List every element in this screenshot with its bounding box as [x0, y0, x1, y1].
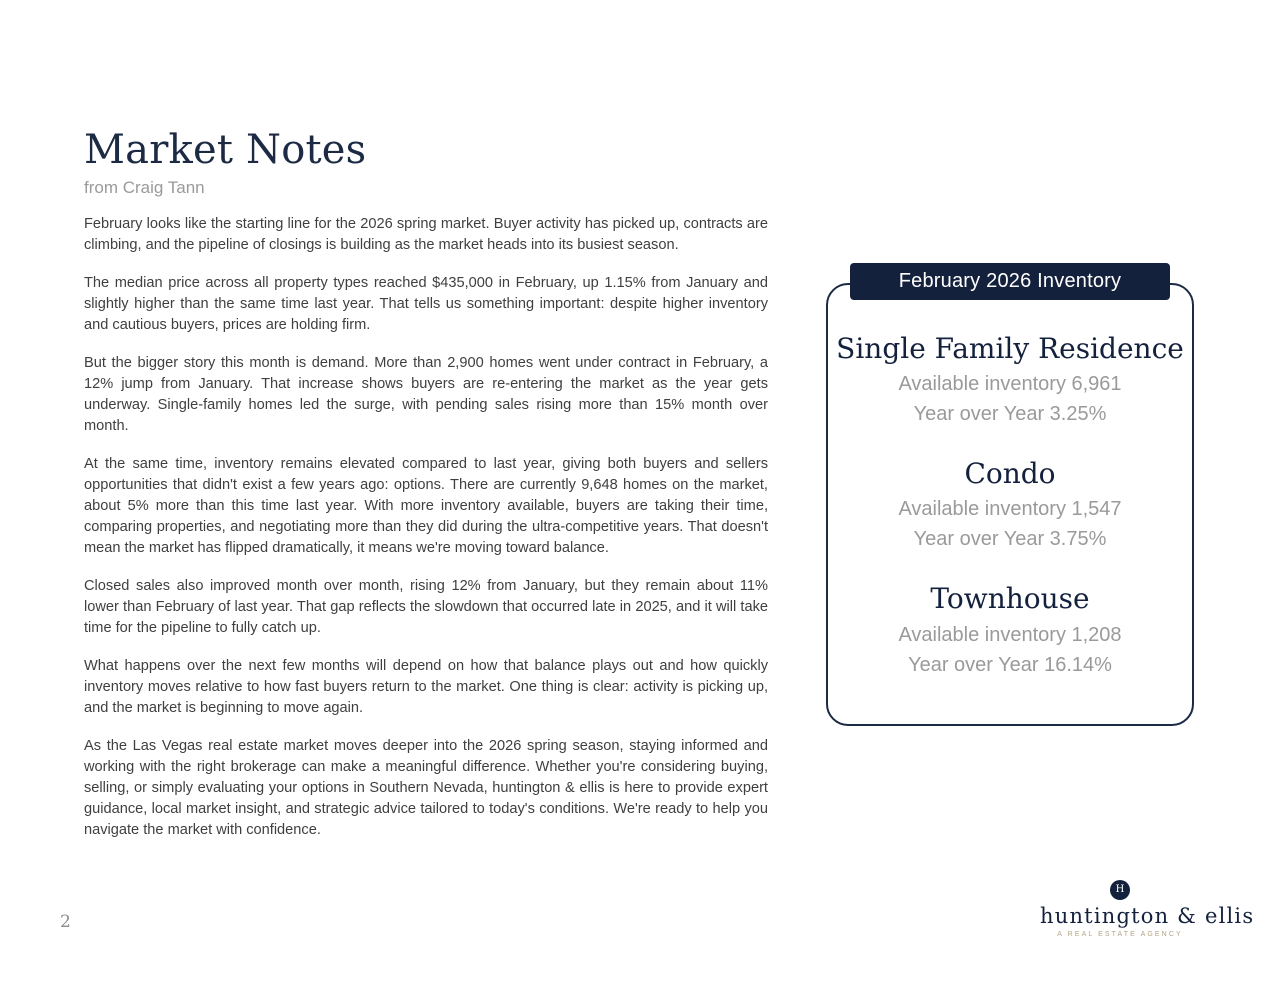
paragraph: The median price across all property types reached $435,000 in February, up 1.15% from January and slightly higher than the same time last year. That tells us something important: despite higher inventory and cautious buyers, prices are holding firm.	[84, 275, 768, 333]
byline: from Craig Tann	[84, 178, 205, 197]
paragraph: Closed sales also improved month over month, rising 12% from January, but they remain about 11% lower than February of last year. That gap reflects the slowdown that occurred late in 2025, and it will take time for the pipeline to fully catch up.	[84, 578, 768, 636]
inventory-year-over-year: Year over Year 3.25%	[913, 403, 1107, 426]
inventory-year-over-year: Year over Year 3.75%	[913, 528, 1107, 551]
paragraph: As the Las Vegas real estate market moves deeper into the 2026 spring season, staying informed and working with the right brokerage can make a meaningful difference. Whether you're considering buying, selling, or simply evaluating your options in Southern Nevada, huntington & ellis is here to provide expert guidance, local market insight, and strategic advice tailored to today's conditions. We're ready to help you navigate the market with confidence.	[84, 738, 768, 838]
inventory-card-header	[850, 263, 1170, 300]
logo-name: huntington & ellis	[1040, 904, 1255, 928]
inventory-available: Available inventory 1,208	[898, 623, 1122, 646]
paragraph: February looks like the starting line for the 2026 spring market. Buyer activity has picked up, contracts are climbing, and the pipeline of closings is building as the market heads into its busiest season.	[84, 216, 768, 253]
inventory-card-body	[828, 333, 1192, 682]
inventory-card-header-label: February 2026 Inventory	[898, 270, 1122, 292]
inventory-property-type: Single Family Residence	[836, 332, 1184, 365]
inventory-card	[826, 283, 1194, 726]
logo-monogram-icon: H	[1110, 880, 1130, 900]
inventory-block-single-family	[828, 333, 1192, 428]
inventory-block-condo	[828, 458, 1192, 553]
inventory-year-over-year: Year over Year 16.14%	[908, 653, 1112, 676]
inventory-block-townhouse	[828, 583, 1192, 678]
inventory-property-type: Condo	[964, 457, 1056, 491]
brand-logo	[1040, 880, 1255, 938]
inventory-property-type: Townhouse	[930, 582, 1090, 616]
inventory-available: Available inventory 1,547	[898, 498, 1122, 521]
paragraph: What happens over the next few months will depend on how that balance plays out and how quickly inventory moves relative to how fast buyers return to the market. One thing is clear: activity is picking up, and the market is beginning to move again.	[84, 658, 768, 716]
paragraph: But the bigger story this month is demand. More than 2,900 homes went under contract in February, a 12% jump from January. That increase shows buyers are re-entering the market as the year gets underway. Single-family homes led the surge, with pending sales rising more than 15% month over month.	[84, 355, 768, 434]
page-title: Market Notes	[84, 127, 367, 173]
logo-tagline: A REAL ESTATE AGENCY	[1057, 931, 1183, 938]
paragraph: At the same time, inventory remains elevated compared to last year, giving both buyers and sellers opportunities that didn't exist a few years ago: options. There are currently 9,648 homes on the market, about 5% more than this time last year. With more inventory available, buyers are taking their time, comparing properties, and negotiating more than they did during the ultra-competitive years. That doesn't mean the market has flipped dramatically, it means we're moving toward balance.	[84, 456, 768, 556]
market-notes-section	[84, 128, 768, 841]
inventory-available: Available inventory 6,961	[898, 373, 1122, 396]
page-number: 2	[60, 912, 71, 932]
